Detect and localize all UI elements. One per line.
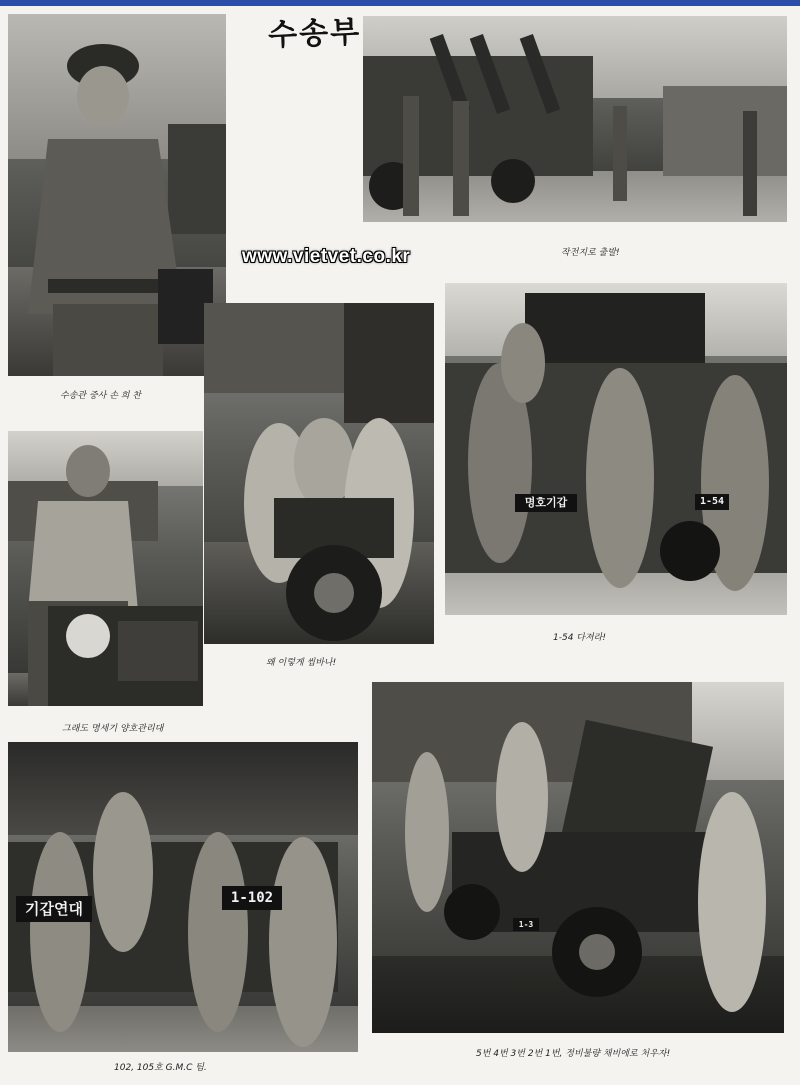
- top-color-band: [0, 0, 800, 6]
- caption-convoy-departure: 작전지로 출발!: [561, 248, 620, 258]
- site-watermark: www.vietvet.co.kr: [242, 246, 411, 267]
- photo-truck-front-soldier: [8, 431, 203, 706]
- caption-vehicle-1-54-crew: 1-54 다져라!: [553, 633, 606, 643]
- caption-jeep-engine-repair: 왜 이렇게 씹바나!: [266, 658, 337, 668]
- photo-sergeant-portrait: [8, 14, 226, 376]
- caption-gmc-team: 102, 105호 G.M.C 팀.: [114, 1063, 207, 1073]
- plate-number-1-102: 1-102: [222, 886, 282, 910]
- page-title: 수송부: [267, 14, 362, 54]
- plate-number-1-3: 1-3: [513, 918, 539, 931]
- plate-unit-label-1-54: 명호기갑: [515, 494, 577, 512]
- photo-jeep-lift: [372, 682, 784, 1033]
- photo-jeep-engine-repair: [204, 303, 434, 644]
- photo-convoy-departure: [363, 16, 787, 222]
- caption-jeep-lift: 5번 4번 3번 2번 1번, 정비불량 채비에로 처우자!: [476, 1049, 671, 1059]
- caption-truck-front-soldier: 그래도 명세기 양호관리대: [62, 724, 164, 734]
- plate-unit-label-1-102: 기갑연대: [16, 896, 92, 922]
- caption-sergeant-portrait: 수송관 중사 손 희 찬: [60, 391, 141, 401]
- photo-vehicle-1-54-crew: [445, 283, 787, 615]
- plate-number-1-54: 1-54: [695, 494, 729, 510]
